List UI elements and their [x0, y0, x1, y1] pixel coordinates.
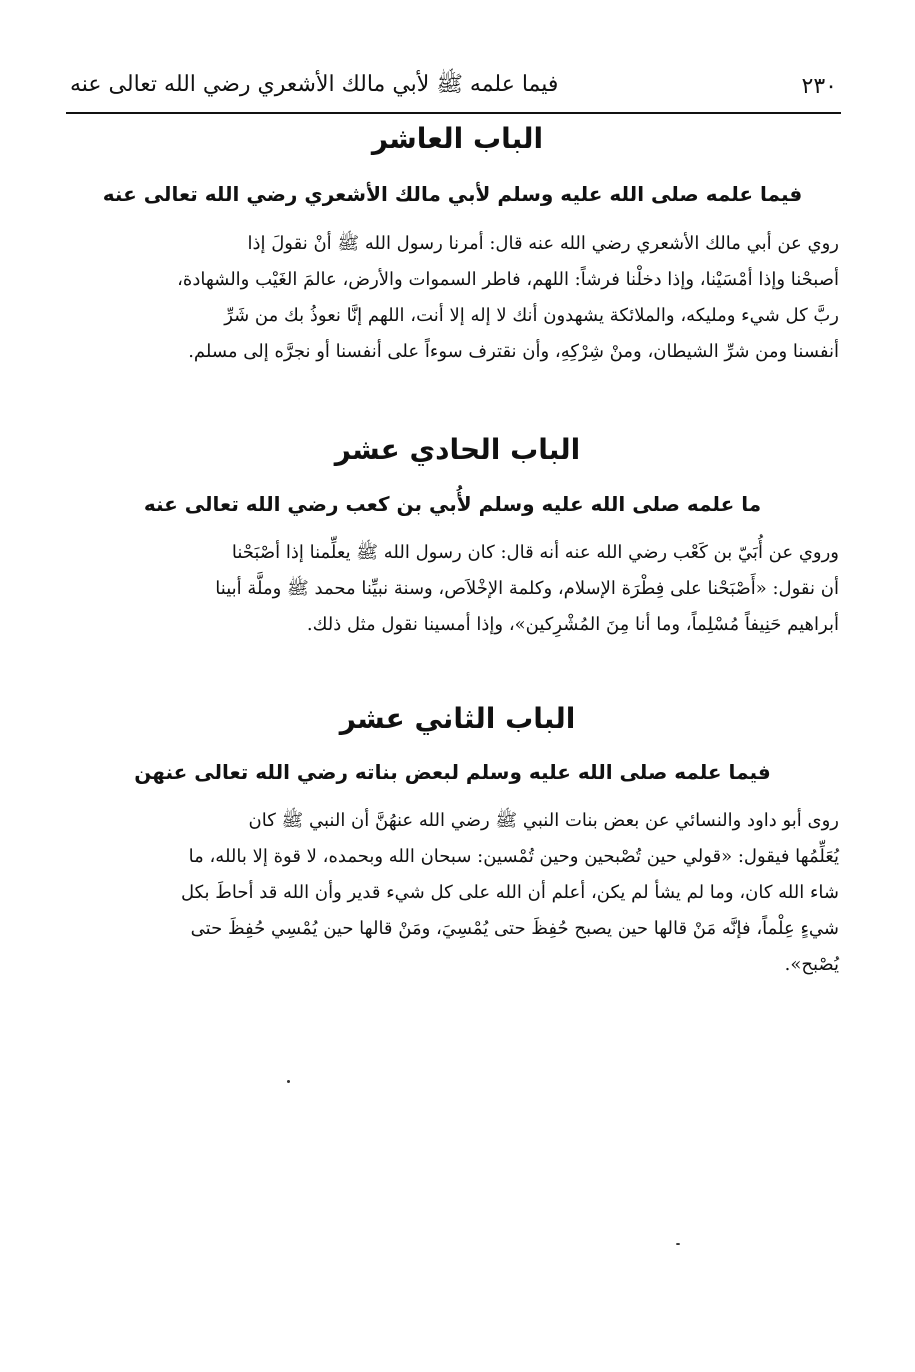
paragraph-line: أن نقول: «أَصْبَحْنا على فِطْرَة الإسلام، وكلمة الإخْلاَص، وسنة نبيِّنا محمد ﷺ وملَّة أبينا [215, 578, 839, 599]
paragraph-line: يُعَلِّمُها فيقول: «قولي حين تُصْبحين وحين تُمْسين: سبحان الله وبحمده، لا قوة إلا بالله، ما [188, 846, 839, 867]
paragraph-line: أنفسنا ومن شرِّ الشيطان، ومنْ شِرْكِهِ، وأن نقترف سوءاً على أنفسنا أو نجرَّه إلى مسلم. [188, 341, 839, 362]
paragraph-line: شيءٍ عِلْماً، فإنَّه مَنْ قالها حين يصبح حُفِظَ حتى يُمْسِيَ، ومَنْ قالها حين يُمْسِي حُفِظَ حتى [190, 918, 839, 939]
chapter-title: الباب الحادي عشر [334, 433, 581, 466]
chapter-subtitle: فيما علمه صلى الله عليه وسلم لبعض بناته رضي الله تعالى عنهن [134, 760, 771, 784]
page-number: ٢٣٠ [801, 73, 837, 99]
paragraph-line: أبراهيم حَنِيفاً مُسْلِماً، وما أنا مِنَ المُشْرِكين»، وإذا أمسينا نقول مثل ذلك. [306, 614, 839, 635]
paragraph-line: أصبحْنا وإذا أمْسَيْنا، وإذا دخلْنا فرشاً: اللهم، فاطر السموات والأرض، عالمَ الغَيْب والشهادة، [177, 269, 839, 290]
chapter-subtitle: ما علمه صلى الله عليه وسلم لأُبي بن كعب رضي الله تعالى عنه [143, 492, 762, 516]
paragraph-line: وروي عن أُبَيّ بن كَعْب رضي الله عنه أنه قال: كان رسول الله ﷺ يعلِّمنا إذا أصْبَحْنا [231, 542, 839, 563]
scan-speck [676, 1243, 680, 1245]
chapter-title: الباب الثاني عشر [339, 702, 576, 735]
paragraph-line: يُصْبح». [784, 954, 839, 975]
chapter-paragraph [72, 535, 839, 643]
chapter-paragraph [72, 803, 839, 983]
chapter-subtitle: فيما علمه صلى الله عليه وسلم لأبي مالك الأشعري رضي الله تعالى عنه [102, 182, 803, 206]
running-header [70, 66, 837, 106]
running-title: فيما علمه ﷺ لأبي مالك الأشعري رضي الله تعالى عنه [70, 72, 559, 97]
chapter-paragraph [72, 226, 839, 370]
chapter-title: الباب العاشر [371, 122, 544, 155]
paragraph-line: ربَّ كل شيء ومليكه، والملائكة يشهدون أنك لا إله إلا أنت، اللهم إنَّا نعوذُ بك من شَرِّ [224, 305, 839, 326]
paragraph-line: روي عن أبي مالك الأشعري رضي الله عنه قال: أمرنا رسول الله ﷺ أنْ نقولَ إذا [247, 233, 839, 254]
scan-speck [287, 1080, 290, 1083]
paragraph-line: شاء الله كان، وما لم يشأ لم يكن، أعلم أن الله على كل شيء قدير وأن الله قد أحاطَ بكل [180, 882, 839, 903]
paragraph-line: روى أبو داود والنسائي عن بعض بنات النبي ﷺ رضي الله عنهُنَّ أن النبي ﷺ كان [248, 810, 839, 831]
header-rule [66, 112, 841, 114]
